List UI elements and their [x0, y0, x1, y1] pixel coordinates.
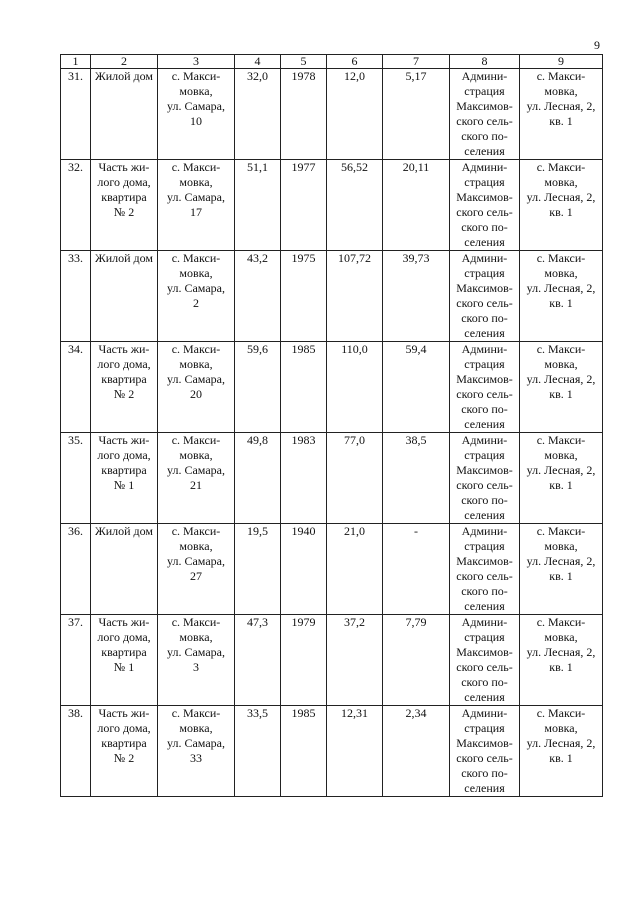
cost-value: 37,2 — [327, 615, 383, 706]
row-number: 33. — [61, 251, 91, 342]
object-address: с. Макси- мовка, ул. Самара, 10 — [158, 69, 235, 160]
page-number: 9 — [594, 38, 600, 52]
object-address: с. Макси- мовка, ул. Самара, 21 — [158, 433, 235, 524]
area-value: 19,5 — [235, 524, 281, 615]
residual-value: 7,79 — [383, 615, 450, 706]
header-cell: 3 — [158, 55, 235, 69]
row-number: 32. — [61, 160, 91, 251]
table-row — [61, 524, 603, 615]
area-value: 51,1 — [235, 160, 281, 251]
object-address: с. Макси- мовка, ул. Самара, 20 — [158, 342, 235, 433]
holder-name: Админи- страция Максимов- ского сель- ского по- селения — [450, 433, 520, 524]
header-row — [61, 55, 603, 69]
table-row — [61, 160, 603, 251]
holder-name: Админи- страция Максимов- ского сель- ского по- селения — [450, 342, 520, 433]
header-cell: 6 — [327, 55, 383, 69]
area-value: 32,0 — [235, 69, 281, 160]
cost-value: 56,52 — [327, 160, 383, 251]
year-value: 1978 — [281, 69, 327, 160]
table-row — [61, 251, 603, 342]
area-value: 33,5 — [235, 706, 281, 797]
table-body — [61, 69, 603, 797]
year-value: 1977 — [281, 160, 327, 251]
residual-value: - — [383, 524, 450, 615]
cost-value: 107,72 — [327, 251, 383, 342]
object-address: с. Макси- мовка, ул. Самара, 27 — [158, 524, 235, 615]
table-row — [61, 342, 603, 433]
header-cell: 8 — [450, 55, 520, 69]
table-row — [61, 69, 603, 160]
header-cell: 9 — [520, 55, 603, 69]
area-value: 59,6 — [235, 342, 281, 433]
object-name: Часть жи- лого дома, квартира № 2 — [91, 342, 158, 433]
holder-name: Админи- страция Максимов- ского сель- ского по- селения — [450, 524, 520, 615]
holder-address: с. Макси- мовка, ул. Лесная, 2, кв. 1 — [520, 251, 603, 342]
holder-name: Админи- страция Максимов- ского сель- ского по- селения — [450, 615, 520, 706]
year-value: 1940 — [281, 524, 327, 615]
year-value: 1979 — [281, 615, 327, 706]
cost-value: 12,0 — [327, 69, 383, 160]
row-number: 34. — [61, 342, 91, 433]
year-value: 1985 — [281, 342, 327, 433]
holder-address: с. Макси- мовка, ул. Лесная, 2, кв. 1 — [520, 160, 603, 251]
row-number: 38. — [61, 706, 91, 797]
row-number: 37. — [61, 615, 91, 706]
holder-address: с. Макси- мовка, ул. Лесная, 2, кв. 1 — [520, 342, 603, 433]
residual-value: 38,5 — [383, 433, 450, 524]
header-cell: 5 — [281, 55, 327, 69]
object-name: Часть жи- лого дома, квартира № 2 — [91, 706, 158, 797]
cost-value: 12,31 — [327, 706, 383, 797]
object-name: Часть жи- лого дома, квартира № 1 — [91, 615, 158, 706]
holder-address: с. Макси- мовка, ул. Лесная, 2, кв. 1 — [520, 615, 603, 706]
area-value: 43,2 — [235, 251, 281, 342]
holder-address: с. Макси- мовка, ул. Лесная, 2, кв. 1 — [520, 69, 603, 160]
object-name: Жилой дом — [91, 69, 158, 160]
holder-name: Админи- страция Максимов- ского сель- ского по- селения — [450, 251, 520, 342]
holder-name: Админи- страция Максимов- ского сель- ского по- селения — [450, 160, 520, 251]
cost-value: 21,0 — [327, 524, 383, 615]
holder-name: Админи- страция Максимов- ского сель- ского по- селения — [450, 706, 520, 797]
table-row — [61, 433, 603, 524]
year-value: 1985 — [281, 706, 327, 797]
year-value: 1975 — [281, 251, 327, 342]
header-cell: 4 — [235, 55, 281, 69]
header-cell: 1 — [61, 55, 91, 69]
object-name: Часть жи- лого дома, квартира № 2 — [91, 160, 158, 251]
cost-value: 77,0 — [327, 433, 383, 524]
holder-address: с. Макси- мовка, ул. Лесная, 2, кв. 1 — [520, 706, 603, 797]
area-value: 49,8 — [235, 433, 281, 524]
object-name: Жилой дом — [91, 524, 158, 615]
holder-name: Админи- страция Максимов- ского сель- ского по- селения — [450, 69, 520, 160]
residual-value: 59,4 — [383, 342, 450, 433]
row-number: 35. — [61, 433, 91, 524]
header-cell: 2 — [91, 55, 158, 69]
residual-value: 20,11 — [383, 160, 450, 251]
cost-value: 110,0 — [327, 342, 383, 433]
property-registry-table — [60, 54, 603, 797]
table-row — [61, 706, 603, 797]
object-name: Часть жи- лого дома, квартира № 1 — [91, 433, 158, 524]
residual-value: 5,17 — [383, 69, 450, 160]
object-address: с. Макси- мовка, ул. Самара, 2 — [158, 251, 235, 342]
holder-address: с. Макси- мовка, ул. Лесная, 2, кв. 1 — [520, 524, 603, 615]
row-number: 36. — [61, 524, 91, 615]
object-address: с. Макси- мовка, ул. Самара, 17 — [158, 160, 235, 251]
residual-value: 39,73 — [383, 251, 450, 342]
row-number: 31. — [61, 69, 91, 160]
table-row — [61, 615, 603, 706]
area-value: 47,3 — [235, 615, 281, 706]
year-value: 1983 — [281, 433, 327, 524]
object-name: Жилой дом — [91, 251, 158, 342]
residual-value: 2,34 — [383, 706, 450, 797]
object-address: с. Макси- мовка, ул. Самара, 3 — [158, 615, 235, 706]
holder-address: с. Макси- мовка, ул. Лесная, 2, кв. 1 — [520, 433, 603, 524]
object-address: с. Макси- мовка, ул. Самара, 33 — [158, 706, 235, 797]
header-cell: 7 — [383, 55, 450, 69]
